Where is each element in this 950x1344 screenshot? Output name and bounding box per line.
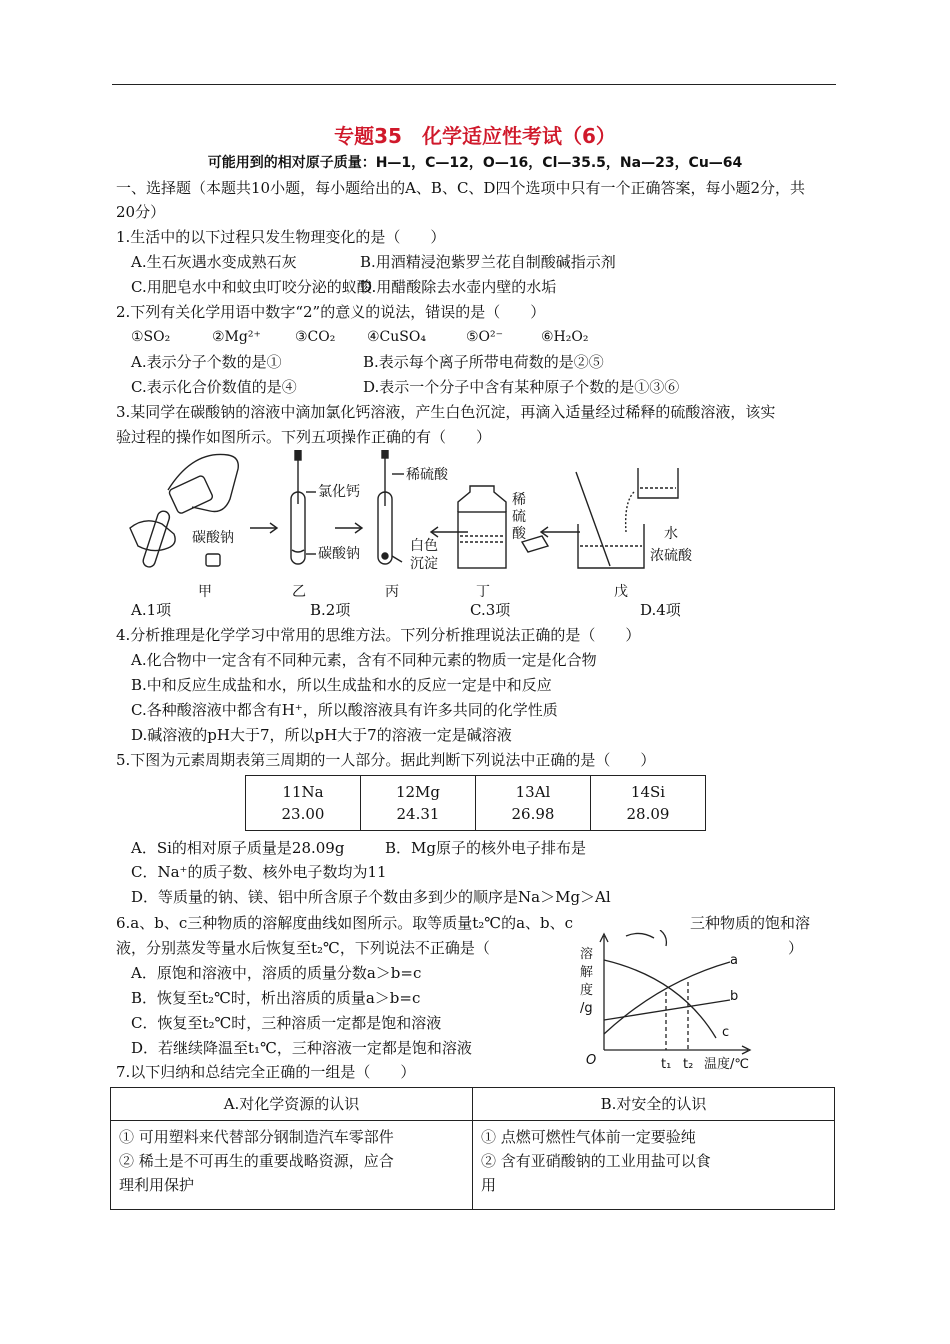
element-cell-al: 13Al 26.98 (476, 776, 591, 831)
q4-stem: 4.分析推理是化学学习中常用的思维方法。下列分析推理说法正确的是（ ） (116, 626, 641, 644)
label-bing: 丙 (385, 584, 399, 600)
q2-stem: 2.下列有关化学用语中数字“2”的意义的说法，错误的是（ ） (116, 303, 546, 321)
page-title: 专题35 化学适应性考试（6） (334, 124, 616, 148)
q7-cell-a (111, 1121, 473, 1210)
q7-stem: 7.以下归纳和总结完全正确的一组是（ ） (116, 1063, 416, 1081)
q7-header-b: B.对安全的认识 (473, 1088, 835, 1121)
scan-mark-2 (660, 930, 666, 946)
curve-a (604, 962, 730, 1034)
y-label-4: /g (580, 1001, 593, 1016)
element-cell-mg: 12Mg 24.31 (361, 776, 476, 831)
q2-option-b: B.表示每个离子所带电荷数的是②⑤ (363, 353, 604, 371)
q1-stem: 1.生活中的以下过程只发生物理变化的是（ ） (116, 228, 446, 246)
q4-option-b: B.中和反应生成盐和水，所以生成盐和水的反应一定是中和反应 (131, 676, 552, 694)
q6-stem-2a: 液，分别蒸发等量水后恢复至t₂℃，下列说法不正确是（ (116, 939, 490, 957)
label-yi: 乙 (292, 584, 306, 600)
q7-summary-table (110, 1087, 835, 1210)
label-na2co3: 碳酸钠 (192, 530, 234, 546)
q2-item-6: ⑥H₂O₂ (541, 329, 589, 345)
test-tube-jia (142, 510, 171, 569)
bottle-ding-top (458, 486, 506, 512)
q7-b-line-1: ① 点燃可燃性气体前一定要验纯 (481, 1128, 696, 1146)
x-axis-label: 温度/℃ (704, 1057, 749, 1072)
y-label-1: 溶 (580, 947, 594, 962)
curve-a-label: a (730, 953, 738, 968)
q4-option-a: A.化合物中一定含有不同种元素，含有不同种元素的物质一定是化合物 (131, 651, 597, 669)
q1-option-c: C.用肥皂水中和蚊虫叮咬分泌的蚁酸 (131, 278, 372, 296)
label-white-1: 白色 (410, 538, 438, 554)
dropper-bulb-bing (382, 450, 388, 458)
element-cell-si: 14Si 28.09 (591, 776, 706, 831)
q3-experiment-figure (110, 450, 730, 600)
q1-option-a: A.生石灰遇水变成熟石灰 (131, 253, 297, 271)
q3-option-d: D.4项 (640, 601, 681, 619)
q6-stem-2b: ） (788, 939, 804, 957)
glass-rod (576, 472, 610, 566)
q7-cell-b (473, 1121, 835, 1210)
section-heading: 一、选择题（本题共10小题，每小题给出的A、B、C、D四个选项中只有一个正确答案，每小题2分，共 (116, 179, 805, 197)
q3-stem-2: 验过程的操作如图所示。下列五项操作正确的有（ ） (116, 428, 492, 446)
pouring-beaker (638, 468, 678, 498)
q6-option-a: A．原饱和溶液中，溶质的质量分数a＞b=c (131, 964, 422, 982)
q3-stem-1: 3.某同学在碳酸钠的溶液中滴加氯化钙溶液，产生白色沉淀，再滴入适量经过稀释的硫酸溶液，该实 (116, 403, 776, 421)
curve-c (604, 960, 716, 1038)
q2-item-5: ⑤O²⁻ (466, 329, 504, 345)
bottle-ding (458, 512, 506, 568)
q3-option-b: B.2项 (310, 601, 351, 619)
origin-label: O (586, 1053, 597, 1068)
q6-stem-1a: 6.a、b、c三种物质的溶解度曲线如图所示。取等质量t₂℃的a、b、c (116, 914, 574, 932)
q6-stem-1b: 三种物质的饱和溶 (690, 914, 811, 932)
q2-option-d: D.表示一个分子中含有某种原子个数的是①③⑥ (363, 378, 680, 396)
q3-option-a: A.1项 (131, 601, 172, 619)
q1-option-d: D.用醋酸除去水壶内壁的水垢 (360, 278, 557, 296)
periodic-table-fragment (245, 775, 706, 831)
q7-a-line-3: 理利用保护 (119, 1176, 195, 1194)
q6-option-c: C．恢复至t₂℃时，三种溶质一定都是饱和溶液 (131, 1014, 442, 1032)
label-dil-v2: 硫 (512, 509, 526, 525)
q4-option-d: D.碱溶液的pH大于7，所以pH大于7的溶液一定是碱溶液 (131, 726, 512, 744)
q7-b-line-2: ② 含有亚硝酸钠的工业用盐可以食 (481, 1152, 711, 1170)
label-na2co3-2: 碳酸钠 (318, 546, 360, 562)
dropper-bulb-yi (295, 450, 301, 460)
label-wu: 戊 (614, 584, 628, 600)
q6-option-b: B．恢复至t₂℃时，析出溶质的质量a＞b=c (131, 989, 421, 1007)
label-conc-h2so4: 浓硫酸 (650, 548, 692, 564)
q4-option-c: C.各种酸溶液中都含有H⁺，所以酸溶液具有许多共同的化学性质 (131, 701, 558, 719)
q2-item-3: ③CO₂ (295, 329, 336, 345)
t2-label: t₂ (683, 1057, 694, 1072)
curve-b-label: b (730, 989, 739, 1004)
label-jia: 甲 (198, 584, 212, 600)
q2-item-4: ④CuSO₄ (367, 329, 426, 345)
header-rule (112, 84, 836, 85)
solubility-curve-graph (580, 930, 760, 1075)
bottle-stopper (206, 554, 220, 566)
atomic-masses: 可能用到的相对原子质量：H—1，C—12，O—16，Cl—35.5，Na—23，Cu—64 (207, 155, 743, 171)
q5-stem: 5.下图为元素周期表第三周期的一人部分。据此判断下列说法中正确的是（ ） (116, 751, 656, 769)
label-cacl2: 氯化钙 (318, 484, 360, 500)
q5-option-a: A．Si的相对原子质量是28.09g (131, 839, 345, 857)
label-ding: 丁 (476, 584, 490, 600)
curve-c-label: c (722, 1025, 730, 1040)
q7-a-line-2: ② 稀土是不可再生的重要战略资源，应合 (119, 1152, 394, 1170)
label-dil-v1: 稀 (512, 492, 526, 508)
q7-a-line-1: ① 可用塑料来代替部分钢制造汽车零部件 (119, 1128, 394, 1146)
label-dilute-h2so4: 稀硫酸 (406, 467, 448, 483)
curve-b (604, 1000, 730, 1020)
label-dil-v3: 酸 (512, 526, 526, 542)
q1-option-b: B.用酒精浸泡紫罗兰花自制酸碱指示剂 (360, 253, 616, 271)
q7-b-line-3: 用 (481, 1176, 497, 1194)
element-cell-na: 11Na 23.00 (246, 776, 361, 831)
q5-option-d: D．等质量的钠、镁、铝中所含原子个数由多到少的顺序是Na＞Mg＞Al (131, 888, 611, 906)
q7-header-a: A.对化学资源的认识 (111, 1088, 473, 1121)
q2-option-c: C.表示化合价数值的是④ (131, 378, 297, 396)
t1-label: t₁ (661, 1057, 672, 1072)
y-label-3: 度 (580, 983, 594, 998)
label-water: 水 (664, 526, 678, 542)
q5-option-c: C．Na⁺的质子数、核外电子数均为11 (131, 863, 387, 881)
label-white-2: 沉淀 (410, 556, 438, 572)
q5-option-b: B．Mg原子的核外电子排布是 (385, 839, 586, 857)
precipitate (382, 553, 388, 559)
q2-option-a: A.表示分子个数的是① (131, 353, 282, 371)
q2-item-1: ①SO₂ (131, 329, 171, 345)
q6-option-d: D．若继续降温至t₁℃，三种溶液一定都是饱和溶液 (131, 1039, 472, 1057)
solution-yi (292, 550, 304, 552)
q2-item-2: ②Mg²⁺ (212, 329, 261, 345)
q3-option-c: C.3项 (470, 601, 511, 619)
scan-mark-1 (626, 933, 654, 938)
y-label-2: 解 (580, 965, 594, 980)
pour-stream (626, 492, 634, 532)
section-heading-cont: 20分） (116, 203, 166, 221)
holding-hand (130, 521, 175, 551)
